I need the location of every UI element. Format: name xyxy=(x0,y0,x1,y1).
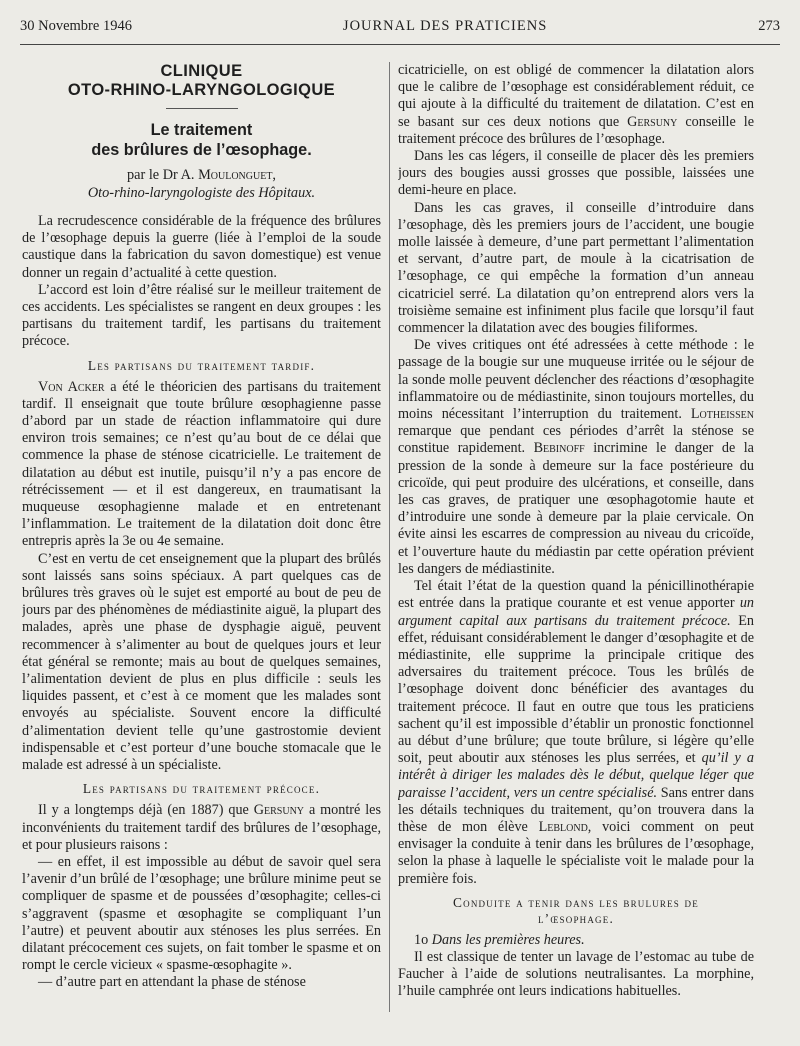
paragraph xyxy=(398,337,754,578)
author-prefix: par le Dr A. xyxy=(126,167,199,183)
paragraph-text: conseille le traitement précoce des brûlures de l’œsophage. xyxy=(398,113,754,147)
header-date: 30 Novembre 1946 xyxy=(20,18,132,34)
person-name: Lotheissen xyxy=(690,406,754,423)
subheading xyxy=(398,932,754,949)
person-name: Gersuny xyxy=(253,802,305,819)
person-name: Von Acker xyxy=(38,378,105,395)
section-heading-conduite-line2: l’œsophage. xyxy=(537,910,614,926)
running-header xyxy=(20,18,780,40)
paragraph: Il est classique de tenter un lavage de l’estomac au tube de Faucher à l’aide de solutions neutralisantes. La morphine, l’huile camphrée ont leurs indications habituelles. xyxy=(398,948,754,1000)
paragraph: — en effet, il est impossible au début de savoir quel sera l’avenir d’un brûlé de l’œsophage; une brûlure minime peut se compliquer de spasme et de poussées d’œsophagite; celles-ci s’aggravent (spasme et œsophagite se compliquant l’un l’autre) et peuvent aboutir aux sténoses les plus serrées. En dilatant précocement ces sujets, on fait tomber le spasme et on rompt le cercle vicieux « spasme-œsophagite ». xyxy=(22,853,381,974)
subheading-text: Dans les premières heures. xyxy=(431,931,585,948)
left-column xyxy=(22,62,381,1026)
paragraph: Dans les cas légers, il conseille de placer dès les premiers jours des bougies aussi grosses que possible, laissées une demi-heure en place. xyxy=(398,148,754,199)
paragraph: C’est en vertu de cet enseignement que la plupart des brûlés sont laissés sans soins spéciaux. A part quelques cas de brûlures très graves où le sujet est emporté au bout de peu de jours par des phénomènes de médiastinite aiguë, la plupart des malades, après une phase de dysphagie aiguë, peuvent recommencer à s’alimenter au bout de quelques jours et leur état général se remonte; mais au bout de quelques semaines, l’alimentation devient de plus en plus difficile : seuls les liquides passent, et c’est à ce moment que les malades sont envoyés au spécialiste. Souvent encore la difficulté d’alimentation devient telle qu’une gastrostomie devient indispensable et c’est porteur d’une bouche stomacale que le malade est adressé à un spécialiste. xyxy=(22,550,381,774)
person-name: Gersuny xyxy=(627,113,678,130)
section-heading-conduite xyxy=(398,895,754,927)
paragraph-text: , voici comment on peut envisager la conduite à tenir dans les brûlures de l’œsophage, selon la phase à laquelle le spécialiste voit le malade pour la première fois. xyxy=(398,818,754,887)
paragraph xyxy=(398,62,754,148)
section-heading-conduite-line1: Conduite a tenir dans les brulures de xyxy=(453,894,699,910)
paragraph: La recrudescence considérable de la fréquence des brûlures de l’œsophage depuis la guerre (liée à l’emploi de la soude caustique dans la fabrication du savon domestique) est venue donner un regain d’actualité à cette question. xyxy=(22,213,381,281)
emphasis-text: un argument capital aux partisans du traitement précoce. xyxy=(398,595,754,629)
person-name: Bebinoff xyxy=(533,440,585,457)
paragraph-text: Il y a longtemps déjà (en 1887) que xyxy=(38,802,254,819)
header-journal-title: JOURNAL DES PRATICIENS xyxy=(342,18,548,34)
paragraph-text: De vives critiques ont été adressées à cette méthode : le passage de la bougie sur une muqueuse irritée ou le séjour de la sonde molle peuvent déclencher des réactions d’œsophagite inflammatoire ou de médiastinite, sinon toujours mortelles, du moins nécessitant l’interruption du traitement. xyxy=(398,337,754,423)
header-rule xyxy=(20,44,780,45)
person-name: Leblond xyxy=(538,818,588,835)
article-title-line2: des brûlures de l’œsophage. xyxy=(91,141,312,159)
paragraph: Dans les cas graves, il conseille d’introduire dans l’œsophage, dès les premiers jours de l’accident, une bougie molle laissée à demeure, d’une part permettant l’alimentation et servant, d’autre part, de moule à la cicatrisation de l’œsophage, ce qui empêche la formation d’un anneau cicatriciel serré. La dilatation qu’on entreprend alors vers la troisième semaine est infiniment plus facile que lorsqu’il faut commencer la dilatation avec des bougies filiformes. xyxy=(398,199,754,337)
emphasis-text: qu’il y a intérêt à diriger les malades dès le début, quelque léger que paraisse l’accident, vers un centre spécialisé. xyxy=(398,750,754,801)
subheading-number: 1o xyxy=(414,931,432,948)
paragraph-text: Sans entrer dans les détails techniques du traitement, qu’on trouvera dans la thèse de mon élève xyxy=(398,784,754,835)
paragraph-text: a montré les inconvénients du traitement tardif des brûlures de l’œsophage, et pour plusieurs raisons : xyxy=(22,802,381,853)
author-name: Moulonguet, xyxy=(198,167,277,183)
section-heading-tardif: Les partisans du traitement tardif. xyxy=(87,357,316,373)
author-affiliation: Oto-rhino-laryngologiste des Hôpitaux. xyxy=(87,185,316,201)
article-title-line1: Le traitement xyxy=(150,121,253,139)
paragraph-text: a été le théoricien des partisans du traitement tardif. Il enseignait que toute brûlure œsophagienne passe d’abord par un stade de réaction inflammatoire qui dure environ trois semaines; ce n’est qu’au bout de ce délai que commence la phase de sténose cicatricielle. Le traitement de dilatation au début est inutile, puisqu’il n’y a pas encore de rétrécissement — et il est dangereux, en traumatisant la muqueuse œsophagienne malade et en entretenant l’inflammation. Le traitement de la dilatation doit donc être entrepris après la 3e ou 4e semaine. xyxy=(22,378,381,550)
paragraph xyxy=(22,379,381,551)
clinic-heading-line1: CLINIQUE xyxy=(160,62,243,80)
author-line xyxy=(22,166,381,184)
column-divider xyxy=(389,62,390,1012)
paragraph-text: incrimine le danger de la pression de la sonde à demeure sur la face postérieure du cricoïde, qui peut produire des ulcérations, et conseille, dans les cas graves, de pratiquer une œsophagotomie haute et d’introduire une sonde à demeure par la plaie cervicale. On évite ainsi les escarres de compression au niveau du cricoïde, et l’ouverture haute du médiastin par cette opération prévient les dangers de médiastinite. xyxy=(398,440,754,577)
paragraph-text: cicatricielle, on est obligé de commencer la dilatation alors que le calibre de l’œsophage est considérablement réduit, ce qui ajoute à la difficulté du traitement de dilatation. C’est en se basant sur ces deux notions que xyxy=(398,62,754,130)
section-heading-precoce: Les partisans du traitement précoce. xyxy=(82,781,321,797)
paragraph-text: Tel était l’état de la question quand la pénicillinothérapie est entrée dans la pratique courante et est venue apporter xyxy=(398,578,754,612)
paragraph xyxy=(398,578,754,888)
header-page-number: 273 xyxy=(758,18,780,34)
clinic-heading-line2: OTO-RHINO-LARYNGOLOGIQUE xyxy=(67,81,336,99)
clinic-heading xyxy=(22,62,381,100)
right-column xyxy=(398,62,754,1026)
paragraph: L’accord est loin d’être réalisé sur le meilleur traitement de ces accidents. Les spécialistes se rangent en deux groupes : les partisans du traitement tardif, les partisans du traitement précoce. xyxy=(22,281,381,350)
paragraph: — d’autre part en attendant la phase de sténose xyxy=(38,974,306,991)
paragraph-text: En effet, réduisant considérablement le danger d’œsophagite et de médiastinite, elle supprime la principale critique des adversaires du traitement précoce. Tous les brûlés de l’œsophage doivent donc bénéficier des avantages du traitement précoce. Il faut en outre que tous les praticiens sachent qu’il est impossible d’établir un pronostic fonctionnel au début d’une brûlure; que toute brûlure, si légère qu’elle soit, peut aboutir aux sténoses les plus serrées, et xyxy=(398,612,754,767)
paragraph xyxy=(22,802,381,854)
paragraph-text: remarque que pendant ces périodes d’arrêt la sténose se constitue rapidement. xyxy=(398,423,754,457)
article-title xyxy=(22,120,381,160)
title-separator xyxy=(166,108,238,109)
